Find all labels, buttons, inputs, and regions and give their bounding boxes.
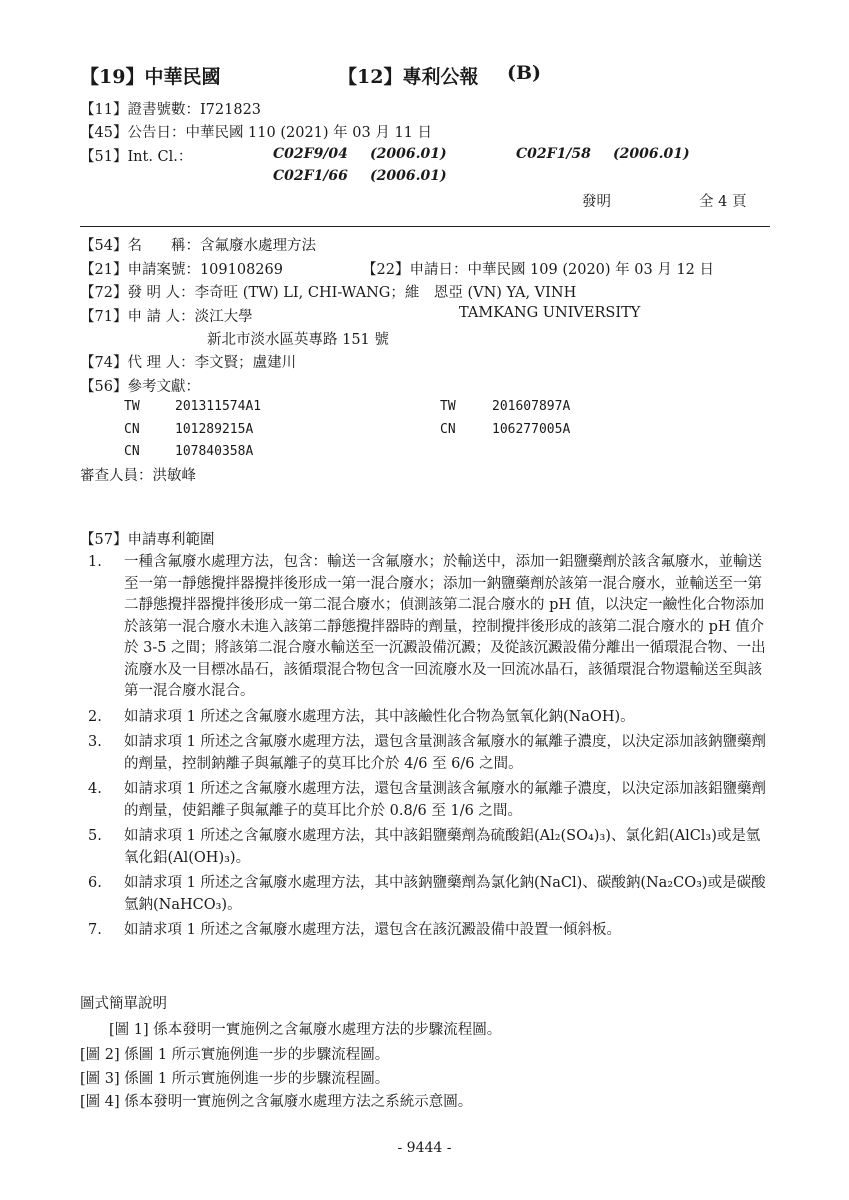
claim-item (82, 732, 772, 775)
title-label: 【54】名 稱： (80, 238, 200, 254)
header-divider (80, 226, 770, 227)
claim-item (82, 873, 772, 916)
reference-country: CN (440, 422, 456, 437)
kind-code: (B) (507, 62, 542, 84)
examiner: 審查人員：洪敏峰 (80, 468, 196, 484)
claim-number: 1. (88, 554, 102, 570)
reference-item (124, 399, 140, 414)
claim-item (82, 707, 772, 729)
claim-item (82, 779, 772, 822)
claim-text: 如請求項 1 所述之含氟廢水處理方法，其中該鈉鹽藥劑為氯化鈉(NaCl)、碳酸鈉(Na₂CO₃)或是碳酸氫鈉(NaHCO₃)。 (124, 875, 766, 913)
reference-country: CN (124, 444, 140, 459)
applicant-row (80, 305, 253, 326)
reference-number: 201607897A (492, 399, 571, 414)
figure-description: [圖 4] 係本發明一實施例之含氟廢水處理方法之系統示意圖。 (80, 1094, 473, 1110)
reference-country: TW (440, 399, 456, 414)
claim-number: 5. (88, 828, 102, 844)
app-date-label: 【22】申請日： (362, 262, 468, 278)
reference-number: 107840358A (175, 444, 254, 459)
applicant-address: 新北市淡水區英專路 151 號 (207, 332, 389, 348)
app-no-label: 【21】申請案號： (80, 262, 200, 278)
reference-number: 106277005A (492, 422, 571, 437)
reference-country: TW (124, 399, 140, 414)
figure-description: [圖 1] 係本發明一實施例之含氟廢水處理方法的步驟流程圖。 (109, 1022, 502, 1038)
applicant-name-en: TAMKANG UNIVERSITY (459, 305, 641, 321)
agent-row (80, 351, 296, 372)
agent-label: 【74】代 理 人： (80, 355, 195, 371)
reference-country: CN (124, 422, 140, 437)
application-date-row (362, 258, 714, 279)
claim-text: 如請求項 1 所述之含氟廢水處理方法，其中該鋁鹽藥劑為硫酸鋁(Al₂(SO₄)₃)、氯化鋁(AlCl₃)或是氫氧化鋁(Al(OH)₃)。 (124, 828, 761, 866)
claim-number: 6. (88, 875, 102, 891)
claims-list (82, 552, 772, 946)
figure-description: [圖 3] 係圖 1 所示實施例進一步的步驟流程圖。 (80, 1071, 390, 1087)
claim-number: 2. (88, 708, 102, 725)
ipc-label: 【51】Int. Cl.： (80, 149, 193, 165)
page-number: - 9444 - (397, 1140, 452, 1156)
claim-item (82, 920, 772, 942)
publication-date-row (80, 121, 432, 142)
cert-label: 【11】證書號數： (80, 102, 200, 118)
app-no: 109108269 (199, 262, 283, 278)
page-count: 全 4 頁 (699, 194, 747, 210)
title-row (80, 234, 316, 255)
inventors: 李奇旺 (TW) LI, CHI-WANG；維 恩亞 (VN) YA, VINH (194, 285, 577, 301)
patent-category: 發明 (582, 194, 611, 210)
figure-description: [圖 2] 係圖 1 所示實施例進一步的步驟流程圖。 (80, 1047, 390, 1063)
reference-number: 201311574A1 (175, 399, 262, 414)
claim-text: 如請求項 1 所述之含氟廢水處理方法，還包含在該沉澱設備中設置一傾斜板。 (124, 922, 621, 938)
claim-number: 7. (88, 922, 102, 938)
references-label: 【56】參考文獻： (80, 379, 200, 395)
claims-heading: 【57】申請專利範圍 (80, 532, 215, 548)
ipc-code: C02F9/04 (273, 146, 348, 162)
inventor-label: 【72】發 明 人： (80, 285, 195, 301)
ipc-code: C02F1/58 (516, 146, 591, 162)
figures-heading: 圖式簡單說明 (80, 996, 167, 1012)
applicant-label: 【71】申 請 人： (80, 309, 195, 325)
publication-type: 【12】專利公報 (338, 66, 479, 88)
reference-number: 101289215A (175, 422, 254, 437)
claim-item (82, 826, 772, 869)
claim-text: 如請求項 1 所述之含氟廢水處理方法，其中該鹼性化合物為氫氧化鈉(NaOH)。 (124, 708, 635, 725)
claim-item (82, 552, 772, 703)
pub-date-label: 【45】公告日： (80, 125, 186, 141)
claim-text: 如請求項 1 所述之含氟廢水處理方法，還包含量測該含氟廢水的氟離子濃度，以決定添加該鋁鹽藥劑的劑量，使鋁離子與氟離子的莫耳比介於 0.8/6 至 1/6 之間。 (124, 781, 766, 819)
cert-number: I721823 (199, 102, 262, 118)
app-date: 中華民國 109 (2020) 年 03 月 12 日 (467, 262, 715, 278)
application-number-row (80, 258, 283, 279)
country-label: 【19】中華民國 (80, 66, 221, 88)
pub-date: 中華民國 110 (2021) 年 03 月 11 日 (185, 125, 433, 141)
claim-text: 一種含氟廢水處理方法，包含：輸送一含氟廢水；於輸送中，添加一鋁鹽藥劑於該含氟廢水，並輸送至一第一靜態攪拌器攪拌後形成一第一混合廢水；添加一鈉鹽藥劑於該第一混合廢水，並輸送至一第二靜態攪拌器攪拌後形成一第二混合廢水；偵測該第二混合廢水的 pH 值，以決定一鹼性化合物添加於該第一混合廢水未進入該第二靜態攪拌器時的劑量，控制攪拌後形成的該第二混合廢水的 pH 值介於 3-5 之間；將該第二混合廢水輸送至一沉澱設備沉澱；及從該沉澱設備分離出一循環混合物、一出流廢水及一目標冰晶石，該循環混合物包含一回流廢水及一回流冰晶石，該循環混合物還輸送至與該第一混合廢水混合。 (124, 554, 766, 699)
patent-title: 含氟廢水處理方法 (199, 238, 316, 254)
claim-text: 如請求項 1 所述之含氟廢水處理方法，還包含量測該含氟廢水的氟離子濃度，以決定添加該鈉鹽藥劑的劑量，控制鈉離子與氟離子的莫耳比介於 4/6 至 6/6 之間。 (124, 734, 766, 772)
certificate-row (80, 98, 261, 119)
ipc-version: (2006.01) (613, 146, 690, 162)
applicant-name: 淡江大學 (194, 309, 253, 325)
inventor-row (80, 281, 576, 302)
ipc-version: (2006.01) (370, 146, 447, 162)
claim-number: 4. (88, 781, 102, 797)
agents: 李文賢；盧建川 (194, 355, 297, 371)
claim-number: 3. (88, 734, 102, 750)
ipc-version: (2006.01) (370, 168, 447, 184)
ipc-code: C02F1/66 (273, 168, 348, 184)
